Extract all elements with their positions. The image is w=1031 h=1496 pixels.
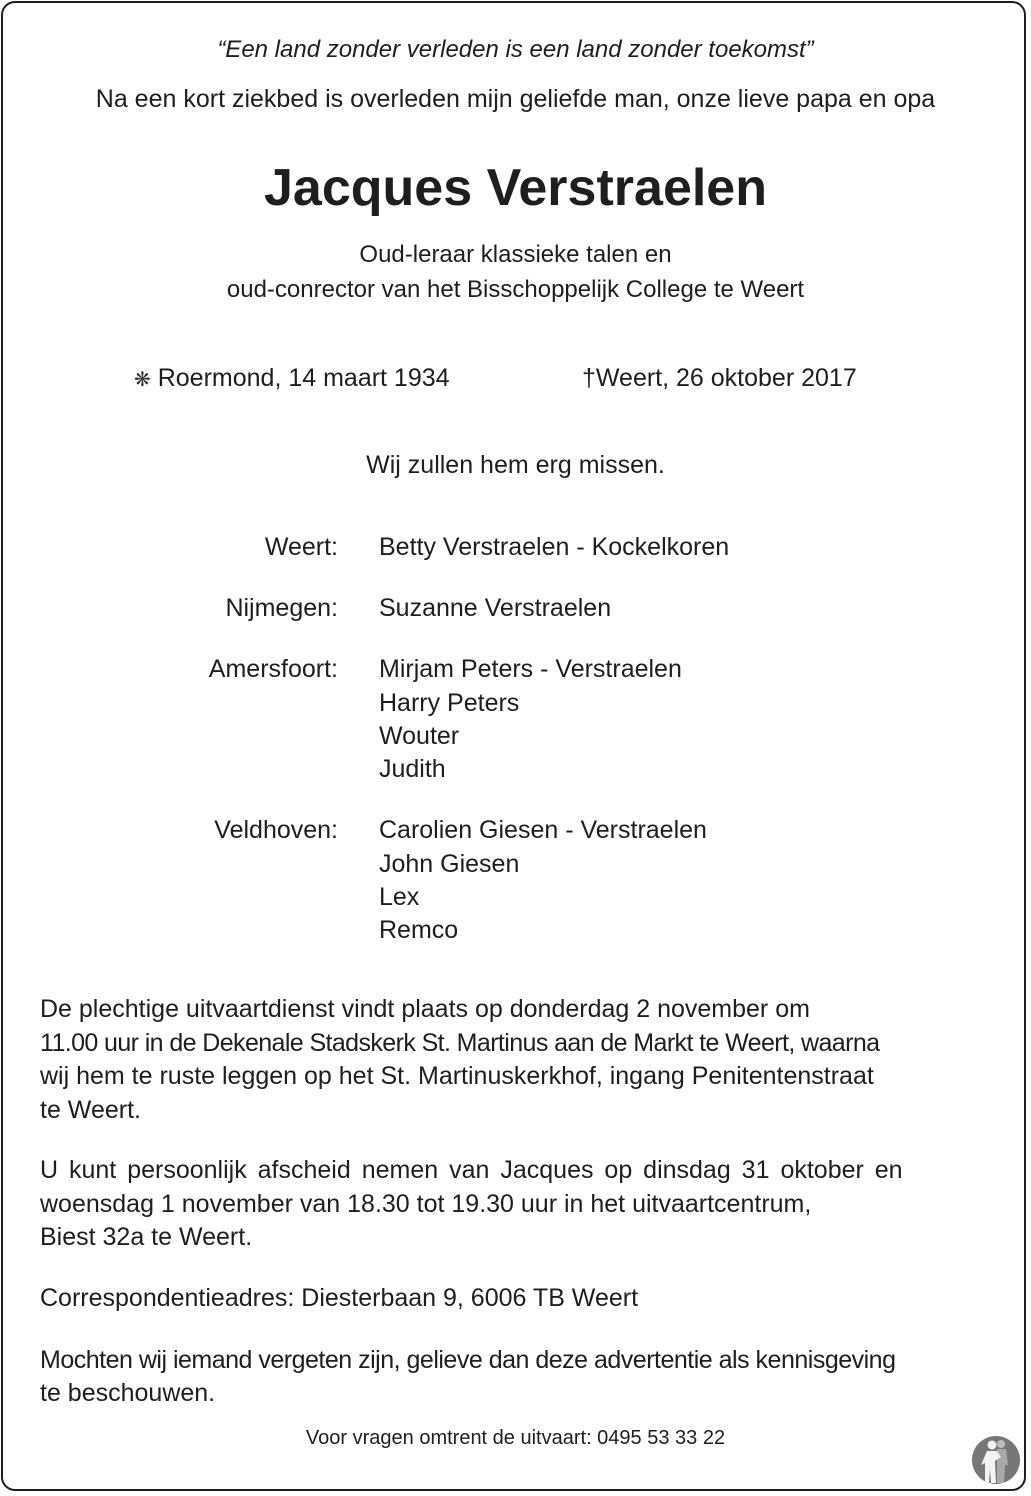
service-line: 11.00 uur in de Dekenale Stadskerk St. Martinus aan de Markt te Weert, waarna [40,1029,880,1057]
family-name: John Giesen [379,850,520,878]
address-line: Correspondentieadres: Diesterbaan 9, 6006 TB Weert [40,1284,639,1312]
family-name: Remco [379,916,459,944]
notice-border [1,1,1026,1491]
family-name: Wouter [379,722,460,750]
family-name: Judith [379,755,446,783]
occupation-line-1: Oud-leraar klassieke talen en [359,241,672,268]
death-info [582,364,857,393]
family-name: Mirjam Peters - Verstraelen [379,655,682,683]
quote: “Een land zonder verleden is een land zonder toekomst” [217,36,814,63]
family-place: Nijmegen: [225,594,338,622]
family-name: Lex [379,883,420,911]
notice-line: te beschouwen. [40,1379,216,1407]
birth-star-icon: ❋ [134,369,151,391]
birth-info [134,364,450,393]
phone-line: Voor vragen omtrent de uitvaart: 0495 53 33 22 [305,1427,726,1449]
service-line: te Weert. [40,1096,141,1124]
family-name: Harry Peters [379,689,520,717]
service-line: De plechtige uitvaartdienst vindt plaats op donderdag 2 november om [40,995,810,1023]
family-place: Weert: [264,533,338,561]
farewell-line: woensdag 1 november van 18.30 tot 19.30 uur in het uitvaartcentrum, [40,1190,812,1218]
family-name: Suzanne Verstraelen [379,594,612,622]
family-name: Carolien Giesen - Verstraelen [379,816,707,844]
deceased-name: Jacques Verstraelen [264,159,767,217]
embracing-figures-icon [971,1435,1021,1485]
family-name: Betty Verstraelen - Kockelkoren [379,533,730,561]
occupation-line-2: oud-conrector van het Bisschoppelijk College te Weert [226,276,805,303]
family-place: Amersfoort: [208,655,338,683]
notice-line: Mochten wij iemand vergeten zijn, gelieve dan deze advertentie als kennisgeving [40,1346,896,1374]
service-line: wij hem te ruste leggen op het St. Martinuskerkhof, ingang Penitentenstraat [40,1062,874,1090]
birth-text: Roermond, 14 maart 1934 [157,364,450,392]
death-text: Weert, 26 oktober 2017 [595,364,857,392]
intro-text: Na een kort ziekbed is overleden mijn geliefde man, onze lieve papa en opa [95,85,936,113]
missing-text: Wij zullen hem erg missen. [366,451,665,479]
farewell-line: U kunt persoonlijk afscheid nemen van Jacques op dinsdag 31 oktober en [40,1156,903,1184]
family-place: Veldhoven: [214,816,338,844]
death-cross-icon: † [582,364,596,392]
farewell-line: Biest 32a te Weert. [40,1223,253,1251]
